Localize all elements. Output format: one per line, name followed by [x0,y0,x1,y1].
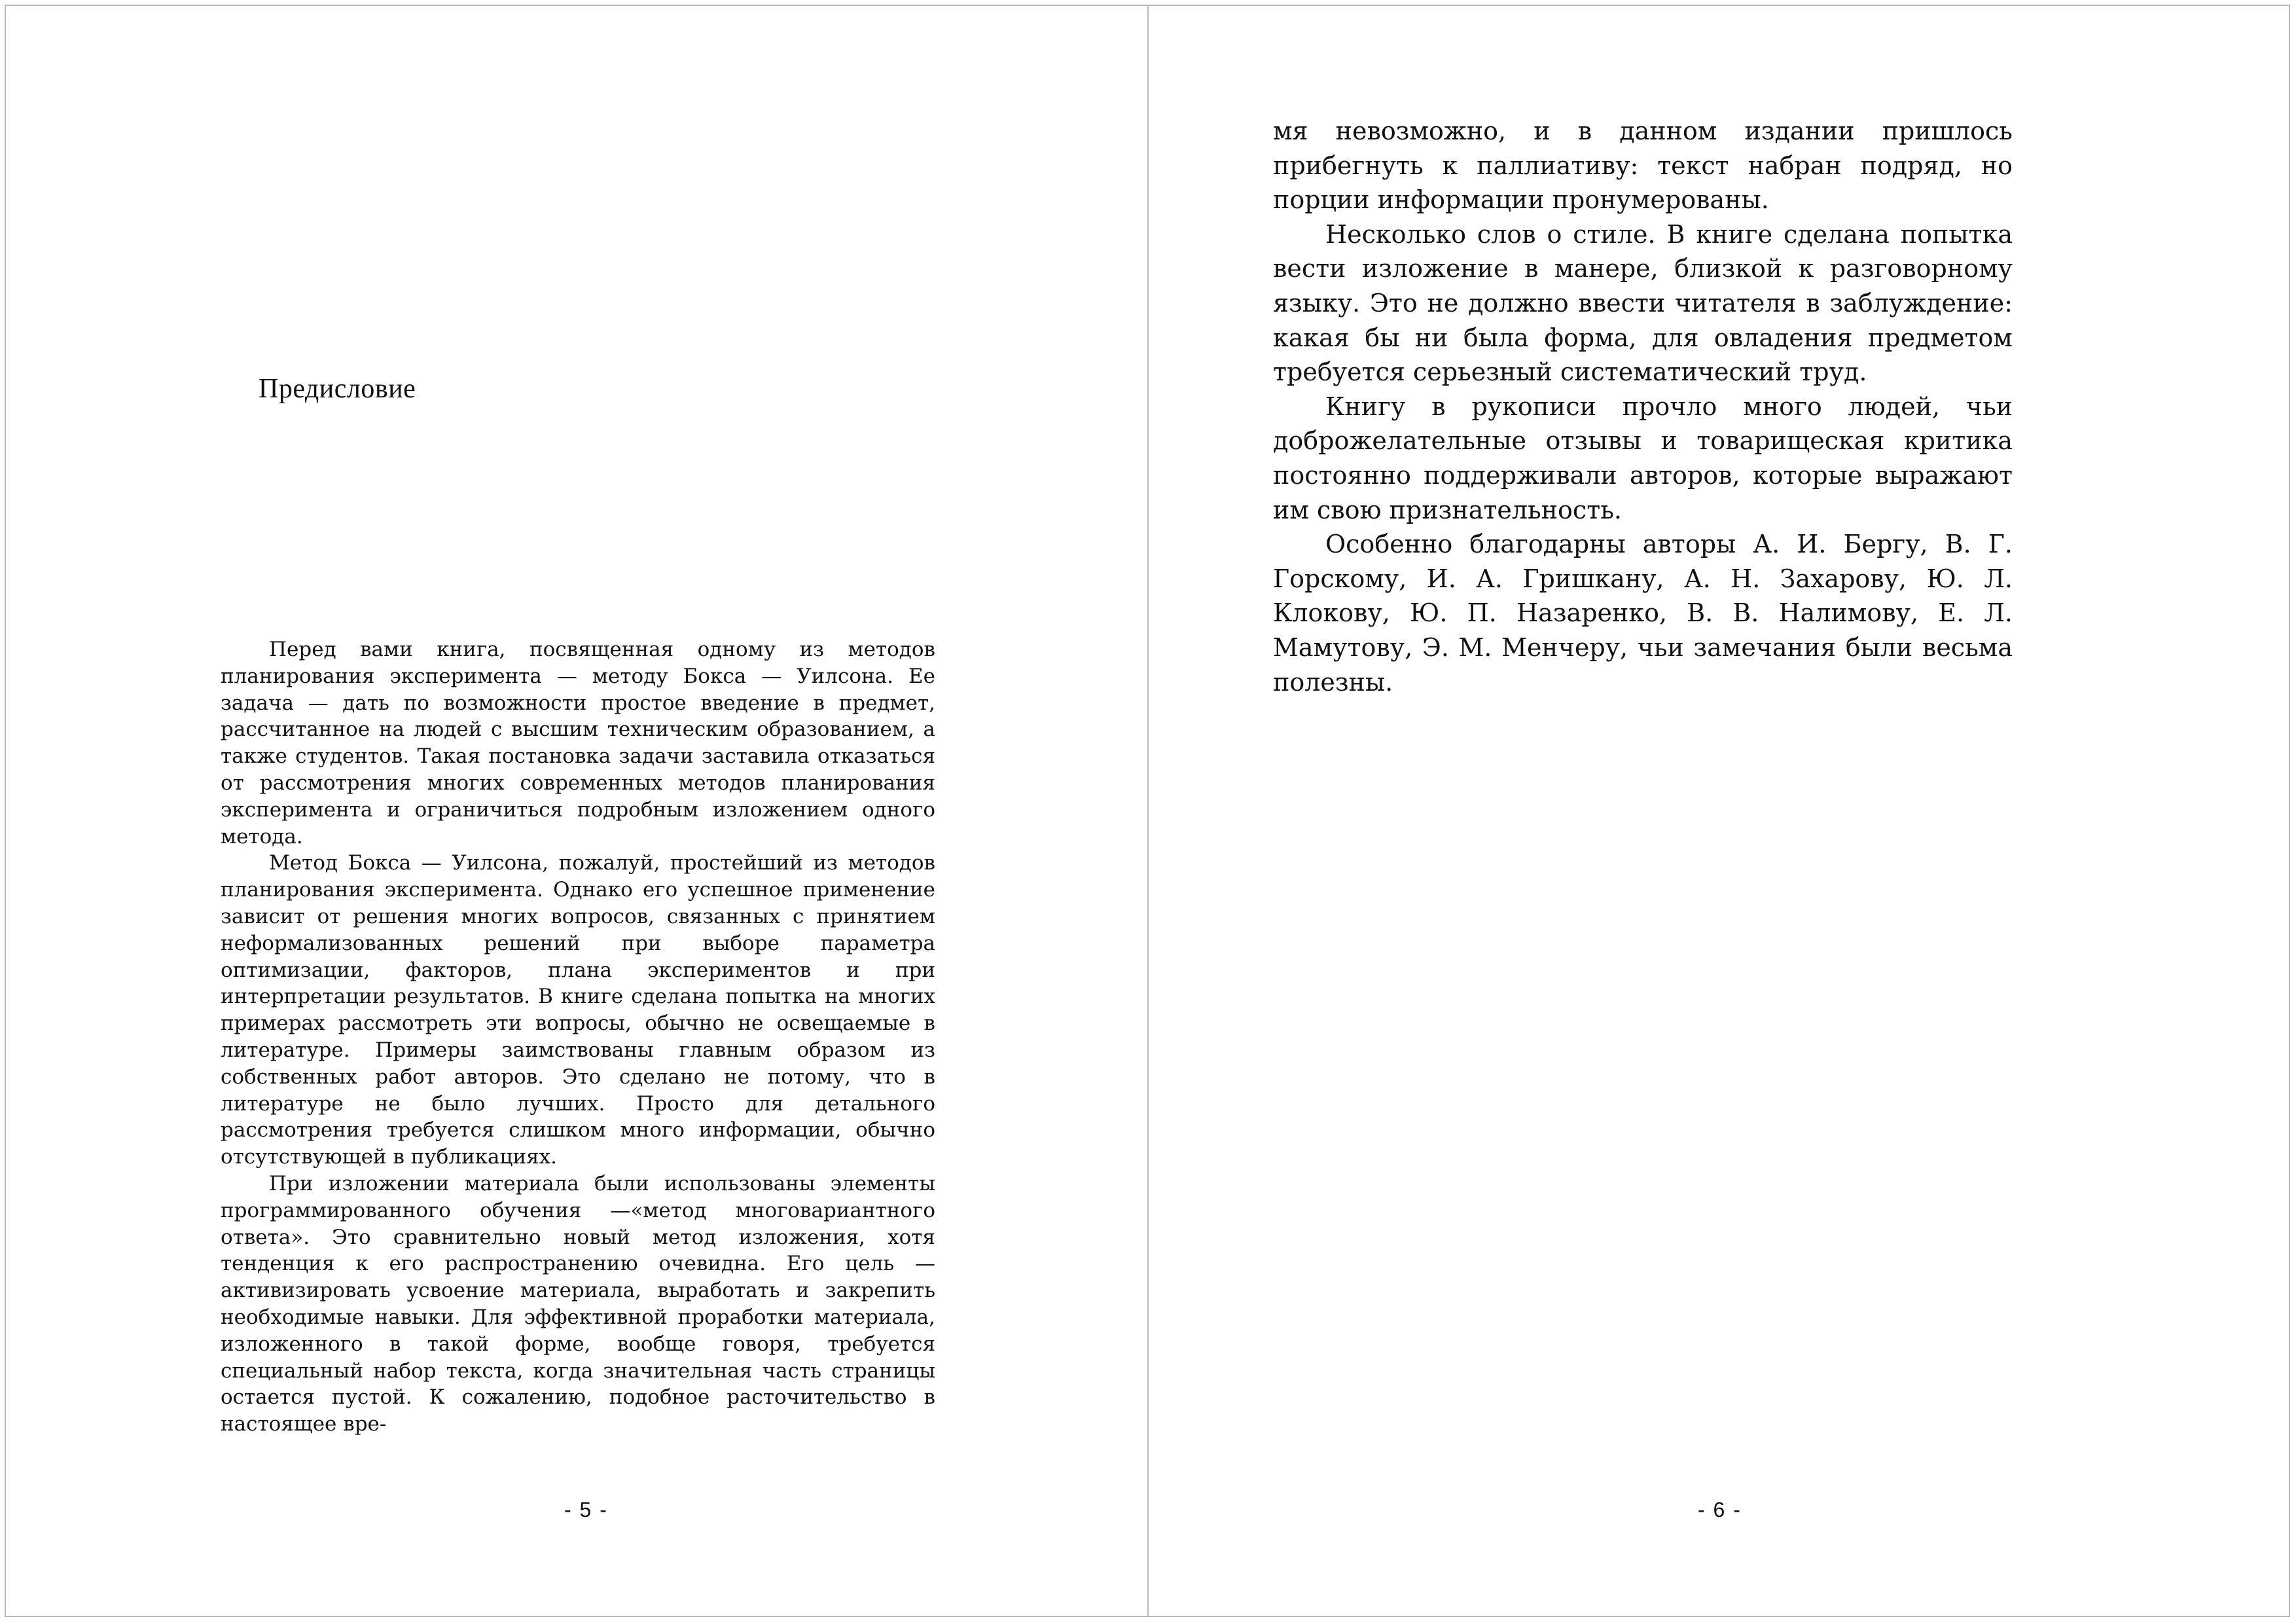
paragraph: При изложении материала были использованы элементы программированного обучения —«метод многовариантного ответа». Это сравнительно новый метод изложения, хотя тенденция к его распространению очевидна. Его цель — активизировать усвоение материала, выработать и закрепить необходимые навыки. Для эффективной проработки материала, изложенного в такой форме, вообще говоря, требуется специальный набор текста, когда значительная часть страницы остается пустой. К сожалению, подобное расточительство в настоящее вре- [221,1171,935,1436]
page-number: - 6 - [1698,1498,1742,1522]
paragraph: Перед вами книга, посвященная одному из методов планирования эксперимента — методу Бокса — Уилсона. Ее задача — дать по возможности простое введение в предмет, рассчитанное на людей с высшим техническим образованием, а также студентов. Такая постановка задачи заставила отказаться от рассмотрения многих современных методов планирования эксперимента и ограничиться подробным изложением одного метода. [221,638,935,848]
paragraph: Метод Бокса — Уилсона, пожалуй, простейший из методов планирования эксперимента. Однако его успешное применение зависит от решения многих вопросов, связанных с принятием неформализованных решений при выборе параметра оптимизации, факторов, плана экспериментов и при интерпретации результатов. В книге сделана попытка на многих примерах рассмотреть эти вопросы, обычно не освещаемые в литературе. Примеры заимствованы главным образом из собственных работ авторов. Это сделано не потому, что в литературе не было лучших. Просто для детального рассмотрения требуется слишком много информации, обычно отсутствующей в публикациях. [221,851,935,1169]
page-number: - 5 - [564,1498,608,1522]
right-page-body [1273,114,2013,699]
paragraph: Несколько слов о стиле. В книге сделана попытка вести изложение в манере, близкой к разговорному языку. Это не должно ввести читателя в заблуждение: какая бы ни была форма, для овладения предметом требуется серьезный систематический труд. [1273,219,2013,387]
left-page-body [221,636,935,1438]
continued-paragraph: мя невозможно, и в данном издании пришлось прибегнуть к паллиативу: текст набран подряд, но порции информации пронумерованы. [1273,117,2013,215]
left-page [0,0,1147,1623]
paragraph: Особенно благодарны авторы А. И. Бергу, В. Г. Горскому, И. А. Гришкану, А. Н. Захарову, Ю. Л. Клокову, Ю. П. Назаренко, В. В. Налимову, Е. Л. Мамутову, Э. М. Менчеру, чьи замечания были весьма полезны. [1273,530,2013,697]
right-page [1149,0,2296,1623]
page-title: Предисловие [259,374,416,404]
paragraph: Книгу в рукописи прочло много людей, чьи доброжелательные отзывы и товарищеская критика постоянно поддерживали авторов, которые выражают им свою признательность. [1273,392,2013,524]
